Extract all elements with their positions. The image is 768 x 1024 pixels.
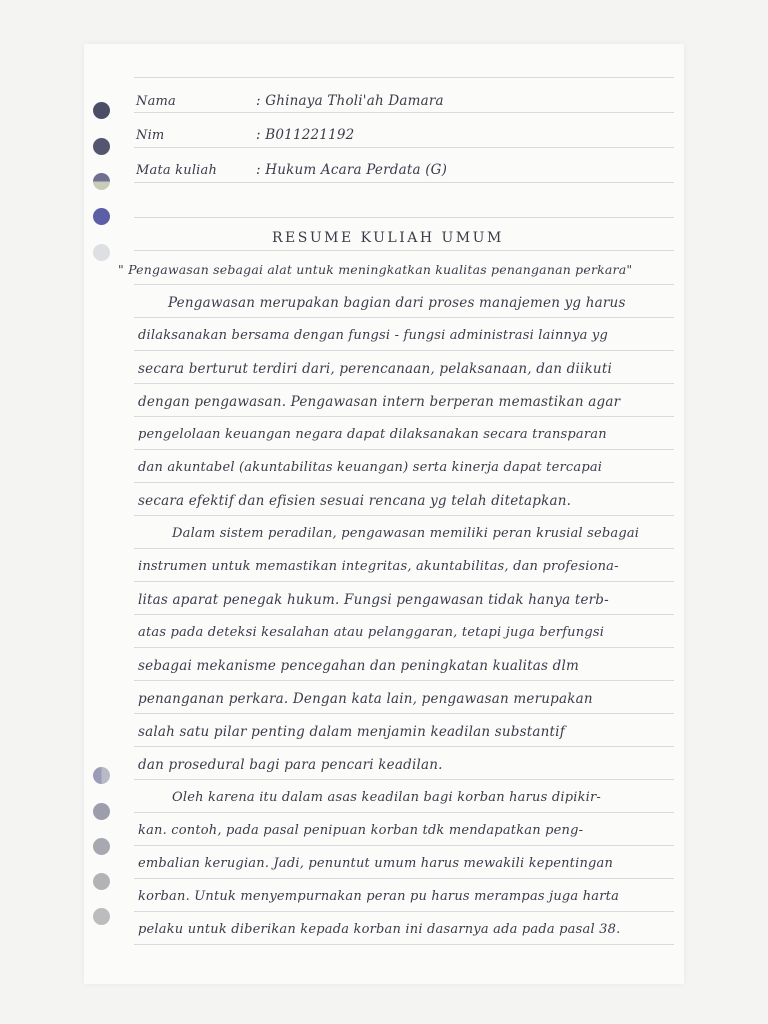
binder-hole <box>93 244 110 261</box>
text-line: litas aparat penegak hukum. Fungsi pengawasan tidak hanya terb- <box>138 592 609 608</box>
notebook-page <box>84 44 684 984</box>
text-line: kan. contoh, pada pasal penipuan korban tdk mendapatkan peng- <box>138 823 584 838</box>
ruled-line <box>134 911 674 912</box>
text-line: korban. Untuk menyempurnakan peran pu harus merampas juga harta <box>138 889 620 904</box>
binder-hole <box>93 208 110 225</box>
text-line: secara berturut terdiri dari, perencanaan, pelaksanaan, dan diikuti <box>138 361 612 377</box>
ruled-line <box>134 449 674 450</box>
text-line: dilaksanakan bersama dengan fungsi - fungsi administrasi lainnya yg <box>138 328 608 343</box>
ruled-line <box>134 812 674 813</box>
binder-hole <box>93 908 110 925</box>
binder-hole <box>93 803 110 820</box>
text-line: dengan pengawasan. Pengawasan intern berperan memastikan agar <box>138 394 621 410</box>
ruled-line <box>134 77 674 78</box>
ruled-line <box>134 647 674 648</box>
ruled-line <box>134 182 674 183</box>
binder-hole <box>93 138 110 155</box>
ruled-line <box>134 779 674 780</box>
page-title: RESUME KULIAH UMUM <box>272 230 504 246</box>
nama-label: Nama <box>136 94 177 109</box>
text-line: pengelolaan keuangan negara dapat dilaksanakan secara transparan <box>138 427 607 442</box>
ruled-line <box>134 944 674 945</box>
ruled-line <box>134 746 674 747</box>
binder-hole <box>93 838 110 855</box>
ruled-line <box>134 482 674 483</box>
text-line: " Pengawasan sebagai alat untuk meningkatkan kualitas penanganan perkara" <box>118 262 633 277</box>
ruled-line <box>134 416 674 417</box>
binder-hole <box>93 873 110 890</box>
ruled-line <box>134 680 674 681</box>
ruled-line <box>134 845 674 846</box>
ruled-line <box>134 147 674 148</box>
binder-hole <box>93 173 110 190</box>
ruled-line <box>134 548 674 549</box>
text-line: embalian kerugian. Jadi, penuntut umum harus mewakili kepentingan <box>138 856 614 871</box>
text-line: Dalam sistem peradilan, pengawasan memiliki peran krusial sebagai <box>172 526 640 541</box>
binder-hole <box>93 767 110 784</box>
ruled-line <box>134 217 674 218</box>
text-line: dan akuntabel (akuntabilitas keuangan) serta kinerja dapat tercapai <box>138 460 603 475</box>
nim-value: : B011221192 <box>256 127 355 143</box>
ruled-line <box>134 614 674 615</box>
nim-label: Nim <box>136 128 165 143</box>
ruled-line <box>134 350 674 351</box>
ruled-line <box>134 112 674 113</box>
text-line: sebagai mekanisme pencegahan dan peningkatan kualitas dlm <box>138 658 580 674</box>
mata-kuliah-label: Mata kuliah <box>136 163 218 178</box>
nama-value: : Ghinaya Tholi'ah Damara <box>256 93 444 109</box>
ruled-line <box>134 581 674 582</box>
text-line: instrumen untuk memastikan integritas, akuntabilitas, dan profesiona- <box>138 559 619 574</box>
ruled-line <box>134 250 674 251</box>
ruled-line <box>134 878 674 879</box>
ruled-line <box>134 284 674 285</box>
mata-kuliah-value: : Hukum Acara Perdata (G) <box>256 162 448 178</box>
text-line: dan prosedural bagi para pencari keadilan. <box>138 757 443 773</box>
ruled-line <box>134 383 674 384</box>
binder-hole <box>93 102 110 119</box>
text-line: Pengawasan merupakan bagian dari proses manajemen yg harus <box>168 295 626 311</box>
text-line: pelaku untuk diberikan kepada korban ini dasarnya ada pada pasal 38. <box>138 922 621 937</box>
ruled-line <box>134 317 674 318</box>
text-line: salah satu pilar penting dalam menjamin keadilan substantif <box>138 724 565 740</box>
ruled-line <box>134 713 674 714</box>
text-line: atas pada deteksi kesalahan atau pelanggaran, tetapi juga berfungsi <box>138 625 605 640</box>
text-line: Oleh karena itu dalam asas keadilan bagi korban harus dipikir- <box>172 790 602 805</box>
ruled-line <box>134 515 674 516</box>
text-line: secara efektif dan efisien sesuai rencana yg telah ditetapkan. <box>138 493 572 509</box>
text-line: penanganan perkara. Dengan kata lain, pengawasan merupakan <box>138 691 593 707</box>
